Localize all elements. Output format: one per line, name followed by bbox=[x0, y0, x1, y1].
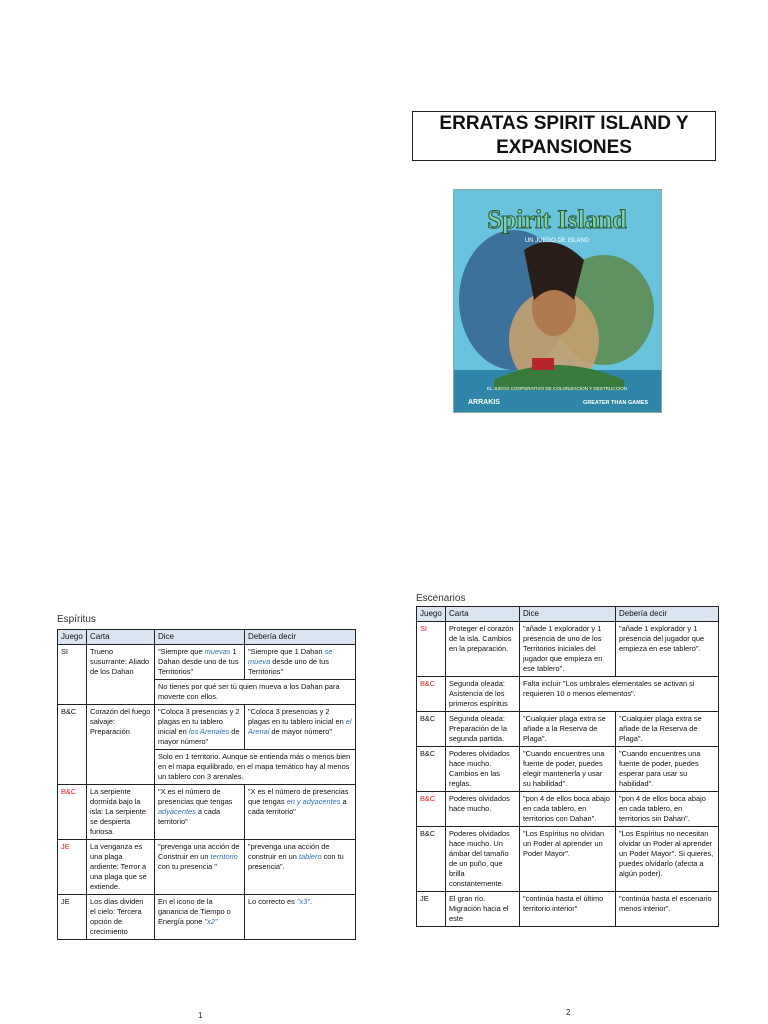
page-number-left: 1 bbox=[198, 1011, 203, 1020]
column-header-carta: Carta bbox=[87, 630, 155, 645]
cell-deberia-decir bbox=[616, 712, 719, 747]
cell-text: "continúa hasta el último territorio interior" bbox=[523, 894, 604, 913]
section-label-espiritus: Espíritus bbox=[57, 614, 96, 625]
cell-text: a cada territorio" bbox=[248, 797, 347, 816]
cell-dice bbox=[520, 892, 616, 927]
cell-text: 1 Dahan desde uno de tus Territorios" bbox=[158, 647, 239, 676]
cell-carta: Poderes olvidados hace mucho. Cambios en las reglas. bbox=[446, 747, 520, 792]
cell-text: "añade 1 explorador y 1 presencia del jugador que empieza en ese tablero". bbox=[619, 624, 705, 653]
cell-text: "Los Espíritus no olvidan un Poder al aprender un Poder Mayor". bbox=[523, 829, 605, 858]
cell-carta: La venganza es una plaga ardiente: Terror a una plaga que se extiende. bbox=[87, 840, 155, 895]
cell-dice bbox=[155, 645, 245, 680]
cell-deberia-decir bbox=[616, 792, 719, 827]
table-row bbox=[417, 892, 719, 927]
cell-text: "X es el número de presencias que tengas bbox=[248, 787, 349, 806]
cell-carta: Segunda oleada: Asistencia de los primeros espíritus bbox=[446, 677, 520, 712]
cell-juego: B&C bbox=[417, 792, 446, 827]
cell-carta: Corazón del fuego salvaje: Preparación bbox=[87, 705, 155, 785]
highlighted-text: se mueva bbox=[248, 647, 333, 666]
cell-juego: SI bbox=[417, 622, 446, 677]
cell-juego: B&C bbox=[417, 747, 446, 792]
cover-tagline-text: UN JUEGO DE ISLAND bbox=[524, 238, 590, 244]
cell-text: de mayor número" bbox=[158, 727, 240, 746]
cell-dice bbox=[520, 747, 616, 792]
table-row bbox=[417, 827, 719, 892]
table-row bbox=[417, 747, 719, 792]
cell-dice bbox=[155, 785, 245, 840]
section-label-escenarios: Escenarios bbox=[416, 593, 466, 604]
table-row bbox=[417, 792, 719, 827]
cell-dice bbox=[520, 712, 616, 747]
highlighted-text: "x3" bbox=[296, 897, 310, 906]
table-row bbox=[417, 677, 719, 712]
cell-text: "pon 4 de ellos boca abajo en cada tablero, en territorios sin Dahan". bbox=[619, 794, 706, 823]
cell-carta: Poderes olvidados hace mucho. bbox=[446, 792, 520, 827]
cell-dice bbox=[155, 895, 245, 940]
cell-carta: Segunda oleada: Preparación de la segunda partida. bbox=[446, 712, 520, 747]
cell-carta: Poderes olvidados hace mucho. Un ámbar del tamaño de un puño, que brilla constantemente. bbox=[446, 827, 520, 892]
escenarios-table bbox=[416, 606, 719, 927]
highlighted-text: el Arenal bbox=[248, 717, 352, 736]
cell-note: Solo en 1 territorio. Aunque se entienda más o menos bien en el mapa equilibrado, en el mapa temático hay al menos un tablero con 3 arenales. bbox=[155, 750, 356, 785]
cell-carta: La serpiente dormida bajo la isla: La serpiente se despierta furiosa. bbox=[87, 785, 155, 840]
cell-carta: Proteger el corazón de la isla. Cambios en la preparación. bbox=[446, 622, 520, 677]
page-number-right: 2 bbox=[566, 1008, 571, 1017]
cell-juego: JE bbox=[58, 840, 87, 895]
cell-text: "Cualquier plaga extra se añade a la Reserva de Plaga". bbox=[523, 714, 606, 743]
cell-deberia-decir bbox=[245, 840, 356, 895]
cell-juego: JE bbox=[58, 895, 87, 940]
cell-text: . bbox=[309, 897, 313, 906]
column-header-carta: Carta bbox=[446, 607, 520, 622]
cover-logo-text: Spirit Island bbox=[487, 205, 627, 234]
cell-text: "Siempre que 1 Dahan bbox=[248, 647, 325, 656]
cell-text: de mayor número" bbox=[269, 727, 332, 736]
cover-publisher-left: ARRAKIS bbox=[468, 399, 500, 406]
cell-text: "Coloca 3 presencias y 2 plagas en tu tablero inicial en bbox=[158, 707, 240, 736]
cell-carta: Los días dividen el cielo: Tercera opción de crecimiento bbox=[87, 895, 155, 940]
highlighted-text: territorio bbox=[210, 852, 238, 861]
cell-juego: B&C bbox=[417, 827, 446, 892]
cell-deberia-decir bbox=[245, 895, 356, 940]
cell-dice bbox=[520, 792, 616, 827]
cell-text: "Cuando encuentres una fuente de poder, puedes elegir mantenerla y usar su habilidad". bbox=[523, 749, 605, 788]
column-header-juego: Juego bbox=[417, 607, 446, 622]
cell-text: "Coloca 3 presencias y 2 plagas en tu tablero inicial en bbox=[248, 707, 346, 726]
cell-dice bbox=[520, 827, 616, 892]
cell-dice bbox=[520, 622, 616, 677]
cell-text: En el icono de la ganancia de Tiempo o Energía pone bbox=[158, 897, 231, 926]
cell-juego: JE bbox=[417, 892, 446, 927]
cell-note: Falta incluir "Los umbrales elementales se activan si requieren 10 o menos elementos". bbox=[520, 677, 719, 712]
cell-juego: B&C bbox=[58, 785, 87, 840]
column-header-dice: Dice bbox=[155, 630, 245, 645]
highlighted-text: tablero bbox=[298, 852, 322, 861]
cell-note: No tienes por qué ser tú quien mueva a los Dahan para moverte con ellos. bbox=[155, 680, 356, 705]
column-header-deberia-decir: Debería decir bbox=[616, 607, 719, 622]
cell-text: "Cualquier plaga extra se añade de la Reserva de Plaga". bbox=[619, 714, 702, 743]
cell-text: "añade 1 explorador y 1 presencia de uno de los Territorios iniciales del jugador que empieza en ese tablero". bbox=[523, 624, 603, 673]
cell-deberia-decir bbox=[616, 827, 719, 892]
cell-dice bbox=[155, 705, 245, 750]
cell-deberia-decir bbox=[616, 747, 719, 792]
table-row bbox=[58, 895, 356, 940]
table-row bbox=[417, 622, 719, 677]
highlighted-text: los Arenales bbox=[188, 727, 230, 736]
column-header-juego: Juego bbox=[58, 630, 87, 645]
cell-deberia-decir bbox=[245, 785, 356, 840]
highlighted-text: adyacentes bbox=[158, 807, 196, 816]
cover-publisher-right: GREATER THAN GAMES bbox=[583, 400, 648, 406]
column-header-deberia-decir: Debería decir bbox=[245, 630, 356, 645]
table-row bbox=[417, 712, 719, 747]
cell-juego: B&C bbox=[58, 705, 87, 785]
cell-dice bbox=[155, 840, 245, 895]
cell-text: "Siempre que bbox=[158, 647, 205, 656]
column-header-dice: Dice bbox=[520, 607, 616, 622]
cell-text: desde uno de tus Territorios" bbox=[248, 657, 329, 676]
game-cover-image bbox=[453, 189, 662, 413]
cell-text: Lo correcto es bbox=[248, 897, 297, 906]
cell-text: "X es el número de presencias que tengas bbox=[158, 787, 233, 806]
cell-text: con tu presencia " bbox=[158, 862, 217, 871]
table-row bbox=[58, 785, 356, 840]
highlighted-text: en y adyacentes bbox=[286, 797, 341, 806]
cover-subtitle-text: EL JUEGO COOPERATIVO DE COLONIZACION Y DESTRUCCION bbox=[486, 386, 628, 391]
cell-deberia-decir bbox=[245, 645, 356, 680]
table-row bbox=[58, 705, 356, 750]
cover-illustration bbox=[454, 190, 661, 412]
cell-text: "prevenga una acción de Construir en un bbox=[158, 842, 240, 861]
cell-text: con tu presencia". bbox=[248, 852, 344, 871]
document-title: ERRATAS SPIRIT ISLAND Y EXPANSIONES bbox=[412, 111, 716, 161]
table-row bbox=[58, 840, 356, 895]
cell-deberia-decir bbox=[616, 892, 719, 927]
cell-text: "Cuando encuentres una fuente de poder, puedes esperar para usar su habilidad". bbox=[619, 749, 701, 788]
cell-text: "Los Espíritus no necesitan olvidar un Poder al aprender un Poder Mayor". Si quieres, puedes olvidarlo (afecta a algún poder). bbox=[619, 829, 714, 878]
cell-carta: El gran río. Migración hacia el este bbox=[446, 892, 520, 927]
table-row bbox=[58, 645, 356, 680]
cell-juego: SI bbox=[58, 645, 87, 705]
cell-deberia-decir bbox=[616, 622, 719, 677]
cell-text: "pon 4 de ellos boca abajo en cada tablero, en territorios con Dahan". bbox=[523, 794, 610, 823]
cell-text: a cada territorio" bbox=[158, 807, 221, 826]
cell-carta: Trueno susurrante: Aliado de los Dahan bbox=[87, 645, 155, 705]
cell-deberia-decir bbox=[245, 705, 356, 750]
cell-text: "continúa hasta el escenario menos interior". bbox=[619, 894, 712, 913]
cell-juego: B&C bbox=[417, 677, 446, 712]
cell-juego: B&C bbox=[417, 712, 446, 747]
espiritus-table bbox=[57, 629, 356, 940]
highlighted-text: muevas bbox=[204, 647, 231, 656]
highlighted-text: "x2" bbox=[204, 917, 218, 926]
cell-text: "prevenga una acción de construir en un bbox=[248, 842, 330, 861]
